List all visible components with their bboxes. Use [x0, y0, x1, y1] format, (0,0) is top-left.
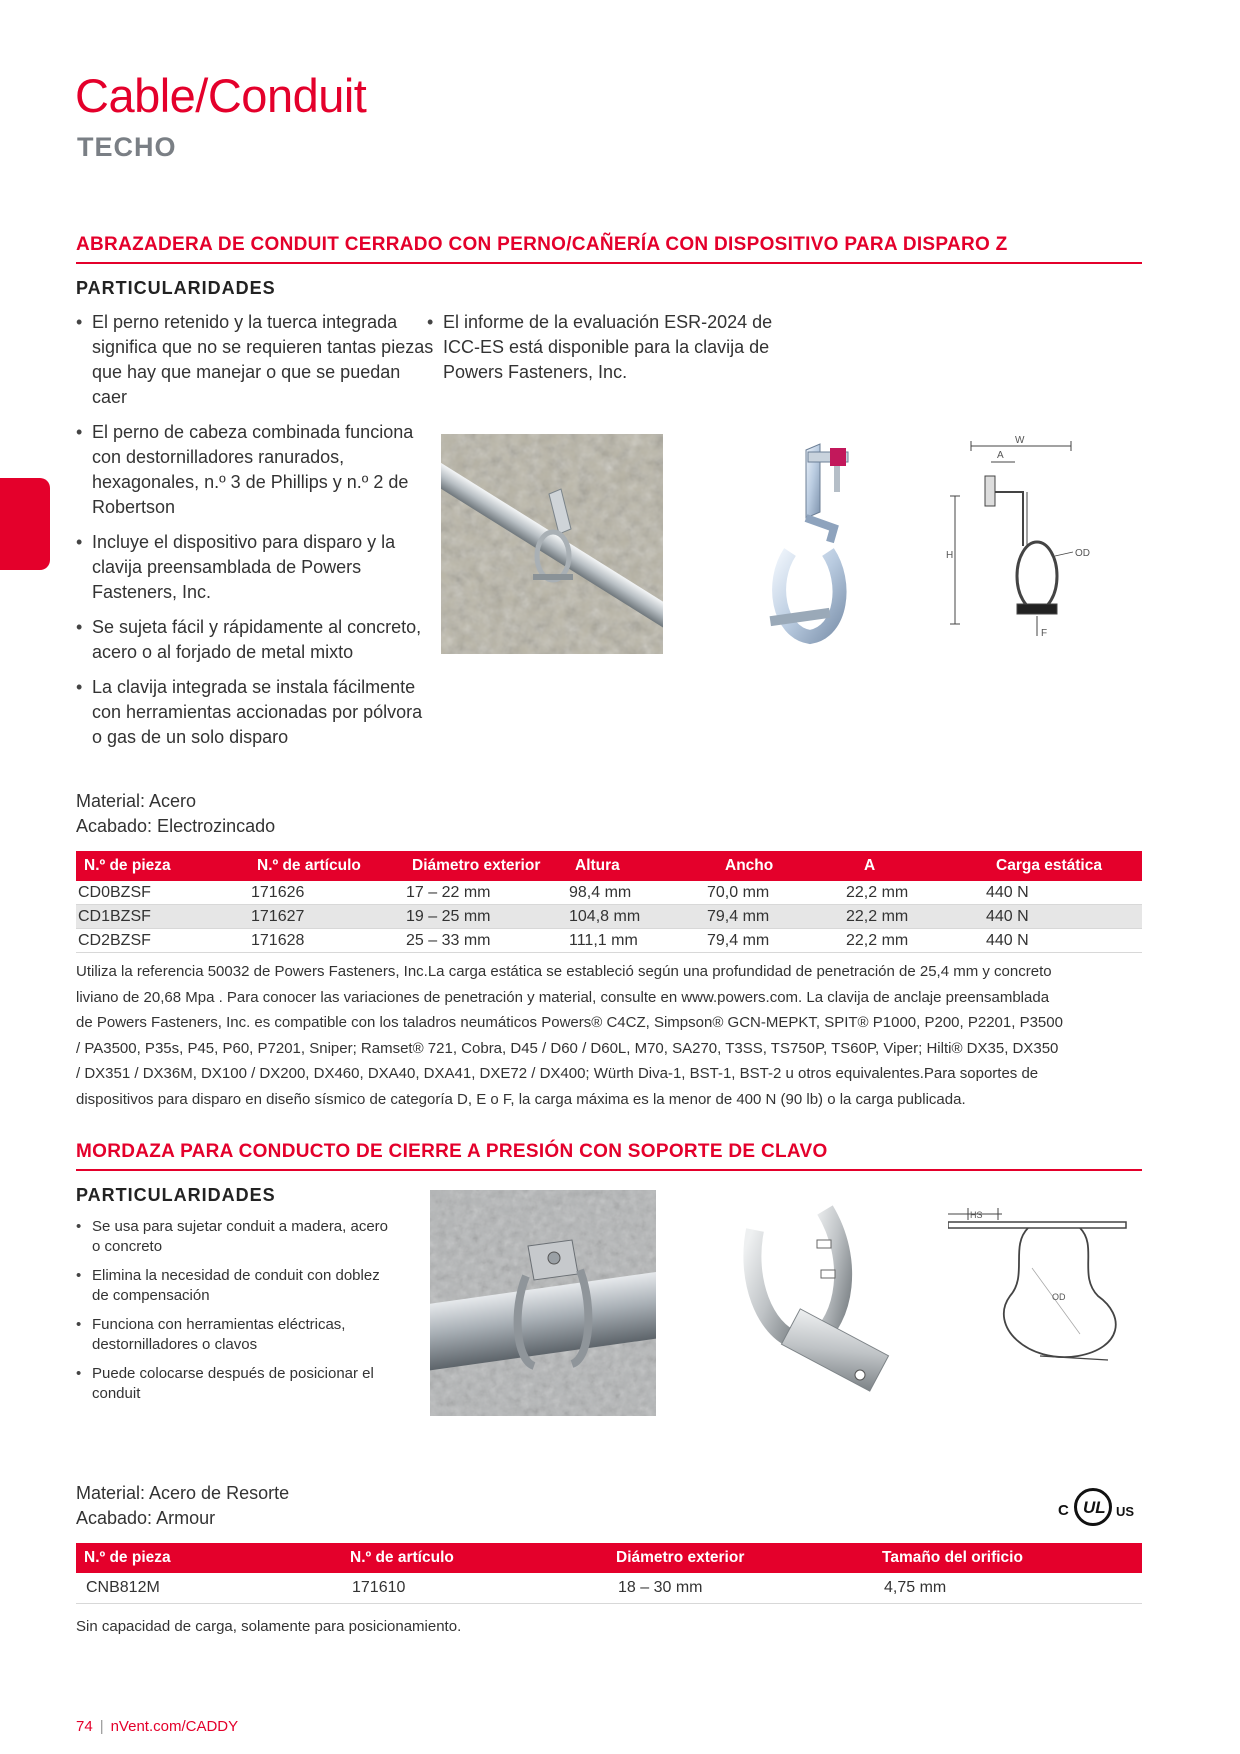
table-cell: 79,4 mm — [705, 929, 844, 953]
feature-item: • Funciona con herramientas eléctricas, destornilladores o clavos — [76, 1315, 396, 1355]
page-subtitle: TECHO — [77, 132, 177, 162]
table-cell: 70,0 mm — [705, 881, 844, 905]
section1-features-left — [76, 310, 436, 760]
cul-us-certification-logo — [1058, 1486, 1142, 1530]
section2-spec-table — [76, 1543, 1142, 1604]
table-cell: CD0BZSF — [76, 881, 249, 905]
table-header-row — [76, 1543, 1142, 1573]
section1-features-heading: PARTICULARIDADES — [76, 278, 276, 298]
note-line: / PA3500, P35s, P45, P60, P7201, Sniper; Ramset® 721, Cobra, D45 / D60 / D60L, M70, SA270, T3SS, TS750P, TS60P, Viper; Hilti® DX35, DX350 — [76, 1039, 1059, 1057]
cert-ul: UL — [1083, 1498, 1106, 1517]
table-row — [76, 1573, 1142, 1604]
feature-item: • El informe de la evaluación ESR-2024 de ICC-ES está disponible para la clavija de Powers Fasteners, Inc. — [427, 310, 787, 385]
col-header: Tamaño del orificio — [874, 1543, 1142, 1573]
col-header: N.º de pieza — [76, 851, 249, 881]
clamp-product-image — [730, 432, 880, 652]
feature-item: • Se sujeta fácil y rápidamente al concreto, acero o al forjado de metal mixto — [76, 615, 436, 665]
table-cell: CD1BZSF — [76, 905, 249, 929]
section1-spec-table — [76, 851, 1142, 953]
dim-label-h: H — [946, 550, 954, 561]
col-header: N.º de artículo — [249, 851, 404, 881]
footer: 74 | nVent.com/CADDY — [76, 1718, 239, 1735]
installed-clamp-photo — [441, 434, 663, 654]
section2-note: Sin capacidad de carga, solamente para posicionamiento. — [76, 1618, 462, 1635]
table-cell: 171610 — [342, 1573, 608, 1604]
table-cell: 111,1 mm — [567, 929, 705, 953]
installed-nail-clip-photo — [430, 1190, 656, 1416]
table-cell: 25 – 33 mm — [404, 929, 567, 953]
feature-item: • El perno retenido y la tuerca integrada significa que no se requieren tantas piezas que hay que manejar o que se puedan caer — [76, 310, 436, 410]
section1-finish: Acabado: Electrozincado — [76, 816, 276, 836]
col-header: Diámetro exterior — [404, 851, 567, 881]
table-cell: 79,4 mm — [705, 905, 844, 929]
dim-label-od: OD — [1075, 548, 1090, 559]
table-row — [76, 905, 1142, 929]
table-cell: CNB812M — [76, 1573, 342, 1604]
section1-material: Material: Acero — [76, 791, 197, 811]
feature-item: • Incluye el dispositivo para disparo y la clavija preensamblada de Powers Fasteners, Inc. — [76, 530, 436, 605]
feature-item: • Puede colocarse después de posicionar el conduit — [76, 1364, 396, 1404]
table-cell: 171628 — [249, 929, 404, 953]
feature-item: • Elimina la necesidad de conduit con doblez de compensación — [76, 1266, 396, 1306]
section2-heading: MORDAZA PARA CONDUCTO DE CIERRE A PRESIÓN CON SOPORTE DE CLAVO — [76, 1141, 1142, 1171]
table-cell: 22,2 mm — [844, 929, 984, 953]
section2-finish: Acabado: Armour — [76, 1508, 216, 1528]
col-header: Diámetro exterior — [608, 1543, 874, 1573]
col-header: Altura — [567, 851, 705, 881]
page-number: 74 — [76, 1718, 93, 1735]
table-cell: 171626 — [249, 881, 404, 905]
note-line: dispositivos para disparo en diseño sísmico de categoría D, E o F, la carga máxima es la menor de 400 N (90 lb) o la carga publicada. — [76, 1090, 966, 1108]
note-line: de Powers Fasteners, Inc. es compatible con los taladros neumáticos Powers® C4CZ, Simpson® GCN-MEPKT, SPIT® P1000, P200, P2201, P3500 — [76, 1014, 1063, 1031]
nail-clip-product-image — [725, 1200, 895, 1410]
table-cell: 4,75 mm — [874, 1573, 1142, 1604]
table-cell: 440 N — [984, 905, 1142, 929]
table-cell: CD2BZSF — [76, 929, 249, 953]
feature-item: • La clavija integrada se instala fácilmente con herramientas accionadas por pólvora o gas de un solo disparo — [76, 675, 436, 750]
feature-item: • Se usa para sujetar conduit a madera, acero o concreto — [76, 1217, 396, 1257]
clamp-dimension-diagram — [945, 436, 1100, 656]
table-cell: 22,2 mm — [844, 881, 984, 905]
table-cell: 22,2 mm — [844, 905, 984, 929]
feature-item: • El perno de cabeza combinada funciona con destornilladores ranurados, hexagonales, n.º 3 de Phillips y n.º 2 de Robertson — [76, 420, 436, 520]
table-row — [76, 881, 1142, 905]
table-cell: 18 – 30 mm — [608, 1573, 874, 1604]
dim-label-hs: HS — [970, 1210, 983, 1220]
col-header: A — [844, 851, 984, 881]
table-cell: 98,4 mm — [567, 881, 705, 905]
dim-label-f: F — [1041, 628, 1048, 639]
footer-site-link[interactable]: nVent.com/CADDY — [110, 1718, 239, 1735]
col-header: Ancho — [705, 851, 844, 881]
col-header: N.º de artículo — [342, 1543, 608, 1573]
section-tab — [0, 478, 50, 570]
section2-features-heading: PARTICULARIDADES — [76, 1185, 276, 1205]
section2-features — [76, 1217, 396, 1413]
section2-material: Material: Acero de Resorte — [76, 1483, 290, 1503]
section1-note — [76, 959, 1146, 1112]
cert-c: C — [1058, 1502, 1069, 1519]
note-line: / DX351 / DX36M, DX100 / DX200, DX460, DXA40, DXA41, DXE72 / DX400; Würth Diva-1, BST-1, BST-2 u otros equivalentes.Para soportes de — [76, 1065, 1039, 1082]
cert-us: US — [1116, 1504, 1135, 1519]
ul-circle-icon — [1074, 1488, 1112, 1526]
col-header: Carga estática — [984, 851, 1142, 881]
table-cell: 17 – 22 mm — [404, 881, 567, 905]
section1-heading: ABRAZADERA DE CONDUIT CERRADO CON PERNO/CAÑERÍA CON DISPOSITIVO PARA DISPARO Z — [76, 234, 1142, 264]
table-cell: 19 – 25 mm — [404, 905, 567, 929]
dim-label-od: OD — [1052, 1292, 1066, 1302]
dim-label-w: W — [1015, 436, 1025, 446]
table-cell: 104,8 mm — [567, 905, 705, 929]
note-line: liviano de 20,68 Mpa . Para conocer las variaciones de penetración y material, consulte en www.powers.com. La clavija de anclaje preensamblada — [76, 988, 1050, 1006]
table-row — [76, 929, 1142, 953]
section1-features-right — [427, 310, 787, 395]
table-cell: 440 N — [984, 881, 1142, 905]
nail-clip-dimension-diagram — [948, 1196, 1128, 1376]
dim-label-a: A — [997, 450, 1004, 461]
table-cell: 440 N — [984, 929, 1142, 953]
page-title: Cable/Conduit — [75, 69, 367, 122]
table-header-row — [76, 851, 1142, 881]
col-header: N.º de pieza — [76, 1543, 342, 1573]
note-line: Utiliza la referencia 50032 de Powers Fasteners, Inc.La carga estática se estableció según una profundidad de penetración de 25,4 mm y concreto — [76, 963, 1052, 980]
table-cell: 171627 — [249, 905, 404, 929]
